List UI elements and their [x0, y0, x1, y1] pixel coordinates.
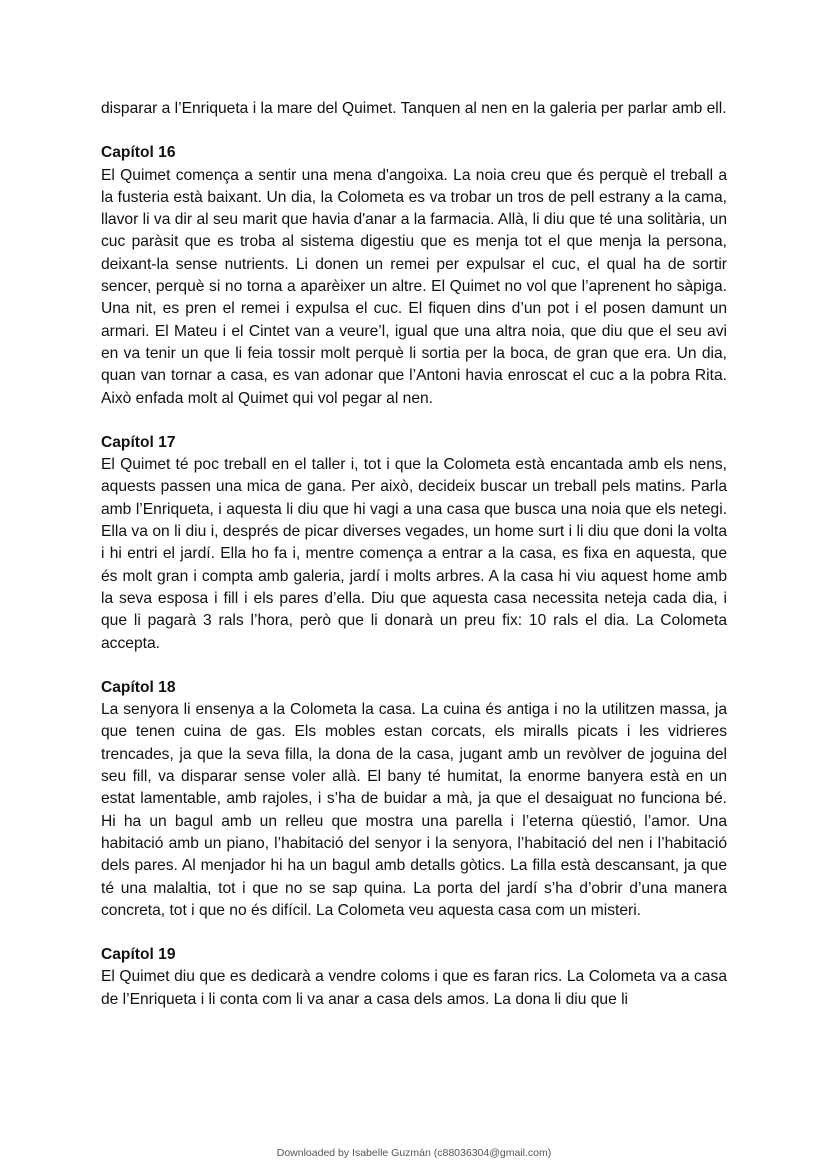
chapter-19-heading: Capítol 19: [101, 946, 176, 964]
chapter-16-heading: Capítol 16: [101, 144, 176, 162]
chapter-18-body: La senyora li ensenya a la Colometa la casa. La cuina és antiga i no la utilitzen massa, ja que tenen cuina de gas. Els mobles estan corcats, els miralls picats i les vidrieres trencades, ja que la seva filla, la dona de la casa, jugant amb un revòlver de joguina del seu fill, va disparar sense voler allà. El bany té humitat, la enorme banyera està en un estat lamentable, amb rajoles, i s’ha de buidar a mà, ja que el desaiguat no funciona bé. Hi ha un bagul amb un relleu que mostra una parella i l’eterna qüestió, l’amor. Una habitació amb un piano, l’habitació del senyor i la senyora, l’habitació del nen i l’habitació dels pares. Al menjador hi ha un bagul amb detalls gòtics. La filla està descansant, ja que té una malaltia, tot i que no se sap quina. La porta del jardí s’ha d’obrir d’una manera concreta, tot i que no és difícil. La Colometa veu aquesta casa com un misteri.: [101, 701, 727, 919]
download-footer: Downloaded by Isabelle Guzmán (c88036304@gmail.com): [276, 1147, 552, 1159]
chapter-18-heading: Capítol 18: [101, 678, 176, 696]
chapter-19-body: El Quimet diu que es dedicarà a vendre coloms i que es faran rics. La Colometa va a casa de l’Enriqueta i li conta com li va anar a casa dels amos. La dona li diu que li: [101, 968, 727, 1008]
chapter-16-body: El Quimet comença a sentir una mena d'angoixa. La noia creu que és perquè el treball a la fusteria està baixant. Un dia, la Colometa es va trobar un tros de pell estrany a la cama, llavor li va dir al seu marit que havia d'anar a la farmacia. Allà, li diu que té una solitària, un cuc paràsit que es troba al sistema digestiu que es menja tot el que menja la persona, deixant-la sense nutrients. Li donen un remei per expulsar el cuc, el qual ha de sortir sencer, perquè si no torna a aparèixer un altre. El Quimet no vol que l’aprenent ho sàpiga. Una nit, es pren el remei i expulsa el cuc. El fiquen dins d’un pot i el posen damunt un armari. El Mateu i el Cintet van a veure’l, igual que una altra noia, que diu que el seu avi en va tenir un que li feia tossir molt perquè li sortia per la boca, de gran que era. Un dia, quan van tornar a casa, es van adonar que l’Antoni havia enroscat el cuc a la pobra Rita. Això enfada molt al Quimet qui vol pegar al nen.: [101, 166, 727, 407]
chapter-18-section: [101, 677, 727, 922]
intro-paragraph: disparar a l’Enriqueta i la mare del Quimet. Tanquen al nen en la galeria per parlar amb ell.: [101, 100, 727, 117]
chapter-17-body: El Quimet té poc treball en el taller i, tot i que la Colometa està encantada amb els nens, aquests passen una mica de gana. Per això, decideix buscar un treball pels matins. Parla amb l’Enriqueta, i aquesta li diu que hi vagi a una casa que busca una noia que els netegi. Ella va on li diu i, després de picar diverses vegades, un home surt i li diu que doni la volta i hi entri el jardí. Ella ho fa i, mentre comença a entrar a la casa, es fixa en aquesta, que és molt gran i compta amb galeria, jardí i molts arbres. A la casa hi viu aquest home amb la seva esposa i fill i els pares d’ella. Diu que aquesta casa necessita neteja cada dia, i que li pagarà 3 rals l’hora, però que li donarà un preu fix: 10 rals el dia. La Colometa accepta.: [101, 456, 727, 652]
chapter-17-section: [101, 432, 727, 655]
chapter-17-heading: Capítol 17: [101, 433, 176, 451]
chapter-16-section: [101, 142, 727, 410]
chapter-19-section: [101, 944, 727, 1011]
document-page: [101, 98, 727, 1011]
